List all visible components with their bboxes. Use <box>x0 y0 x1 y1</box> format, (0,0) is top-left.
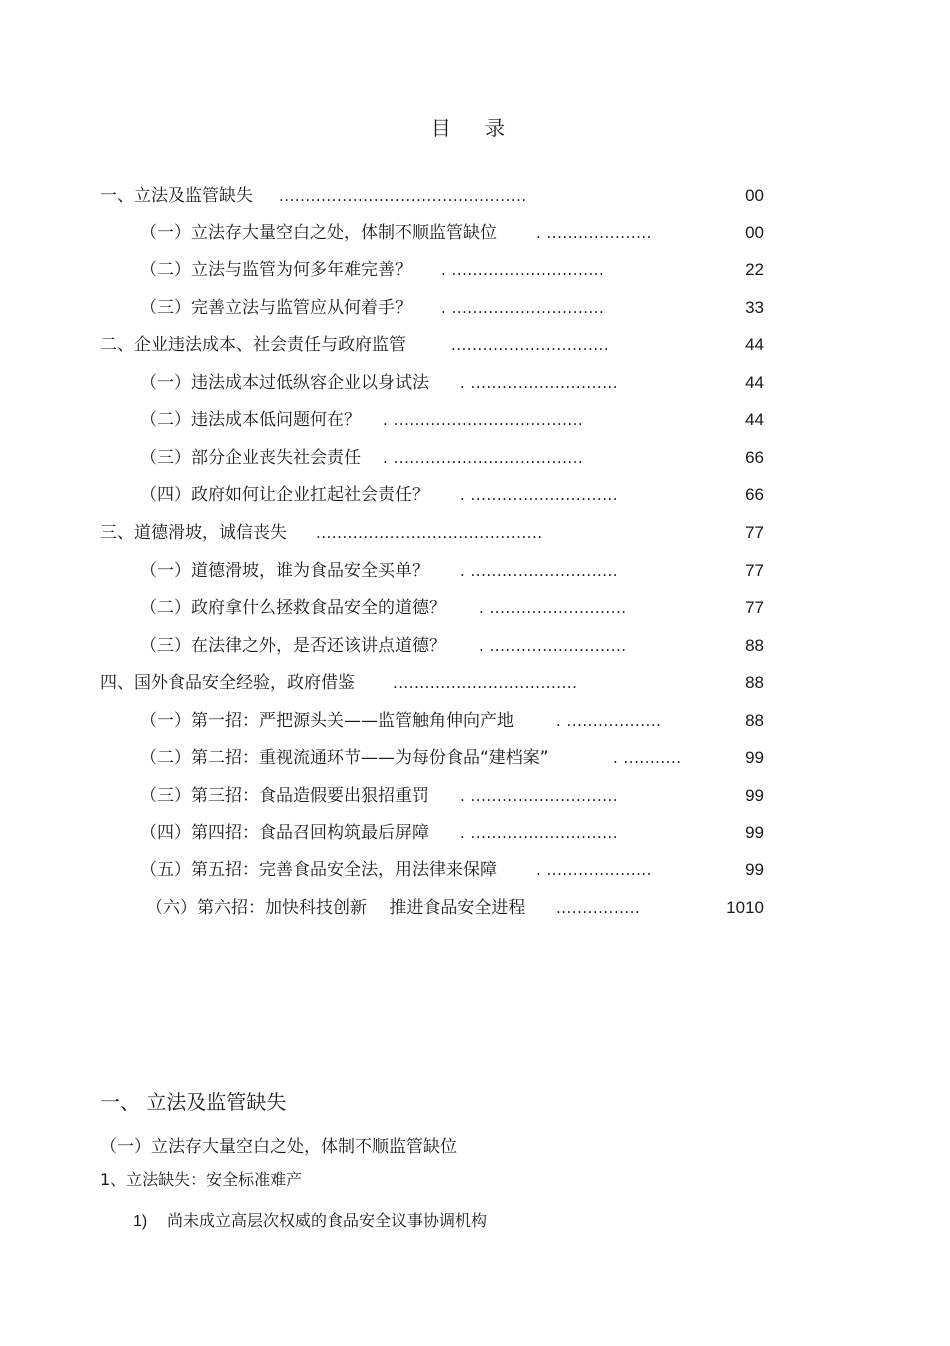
toc-entry-label: （四）政府如何让企业扛起社会责任？ <box>140 485 429 505</box>
toc-entry[interactable] <box>0 746 950 770</box>
toc-entry-page-number: 88 <box>745 673 764 692</box>
toc-entry-leader: . .................. <box>556 712 662 730</box>
toc-entry-page-number: 33 <box>745 298 764 317</box>
toc-entry-page-number: 00 <box>745 186 764 205</box>
toc-entry[interactable] <box>0 671 950 695</box>
toc-entry-page-number: 44 <box>745 410 764 429</box>
toc-entry-leader: . ............................ <box>460 486 619 504</box>
toc-entry[interactable] <box>0 596 950 620</box>
toc-entry-label: （三）完善立法与监管应从何着手？ <box>140 298 412 318</box>
toc-entry-page-number: 77 <box>745 523 764 542</box>
toc-entry-leader: . .................... <box>536 861 652 879</box>
toc-entry-label: （一）违法成本过低纵容企业以身试法 <box>140 373 429 393</box>
toc-entry[interactable] <box>0 333 950 357</box>
toc-entry-label: （三）部分企业丧失社会责任 <box>140 448 361 468</box>
toc-entry-page-number: 99 <box>745 786 764 805</box>
toc-entry[interactable] <box>0 709 950 733</box>
toc-entry[interactable] <box>0 784 950 808</box>
toc-entry-leader: . ............................ <box>460 824 619 842</box>
toc-entry-label: （三）第三招：食品造假要出狠招重罚 <box>140 786 429 806</box>
toc-entry-page-number: 99 <box>745 823 764 842</box>
toc-entry-leader: ............................................... <box>279 187 527 205</box>
toc-entry[interactable] <box>0 258 950 282</box>
toc-entry-leader: . ........... <box>613 749 682 767</box>
toc-entry[interactable] <box>0 483 950 507</box>
toc-entry-leader: ................................... <box>393 674 578 692</box>
list-item-number: 1) <box>133 1213 148 1230</box>
toc-entry[interactable] <box>0 858 950 882</box>
toc-entry-leader: . .................................... <box>383 411 584 429</box>
toc-title: 目 录 <box>430 116 520 140</box>
toc-entry-page-number: 1010 <box>726 898 764 917</box>
toc-entry-label: （五）第五招：完善食品安全法，用法律来保障 <box>140 860 497 880</box>
toc-entry-page-number: 66 <box>745 448 764 467</box>
toc-entry-label: （二）政府拿什么拯救食品安全的道德？ <box>140 598 446 618</box>
toc-entry-label: （一）第一招：严把源头关——监管触角伸向产地 <box>140 711 514 731</box>
list-item <box>133 1208 487 1231</box>
toc-entry-leader: . ............................ <box>460 562 619 580</box>
toc-entry-leader: . .......................... <box>479 637 627 655</box>
toc-entry[interactable] <box>0 446 950 470</box>
toc-entry-page-number: 22 <box>745 260 764 279</box>
toc-entry-label: 一、立法及监管缺失 <box>100 186 253 206</box>
toc-entry-leader: . ............................. <box>441 299 605 317</box>
toc-entry[interactable] <box>0 296 950 320</box>
toc-entry[interactable] <box>0 371 950 395</box>
toc-entry-leader: . .................................... <box>383 449 584 467</box>
list-item-text: 尚未成立高层次权威的食品安全议事协调机构 <box>167 1211 488 1230</box>
toc-entry-page-number: 44 <box>745 373 764 392</box>
toc-entry-leader: ........................................... <box>316 524 543 542</box>
toc-entry-label: （一）道德滑坡，谁为食品安全买单？ <box>140 561 429 581</box>
numbered-heading: 1、立法缺失：安全标准难产 <box>100 1170 303 1189</box>
toc-entry[interactable] <box>0 634 950 658</box>
toc-entry-label: （三）在法律之外，是否还该讲点道德？ <box>140 636 446 656</box>
toc-entry-label: 三、道德滑坡，诚信丧失 <box>100 523 287 543</box>
toc-entry-page-number: 99 <box>745 748 764 767</box>
subsection-heading: （一）立法存大量空白之处，体制不顺监管缺位 <box>100 1137 457 1157</box>
toc-entry-label: （二）违法成本低问题何在？ <box>140 410 361 430</box>
toc-entry[interactable] <box>0 521 950 545</box>
toc-entry-page-number: 77 <box>745 598 764 617</box>
toc-entry-label: （四）第四招：食品召回构筑最后屏障 <box>140 823 429 843</box>
toc-entry-leader: . ............................ <box>460 374 619 392</box>
toc-entry[interactable] <box>0 821 950 845</box>
toc-entry[interactable] <box>0 408 950 432</box>
toc-entry-leader: . ............................ <box>460 787 619 805</box>
toc-entry-page-number: 44 <box>745 335 764 354</box>
toc-entry-leader: ................ <box>556 899 641 917</box>
toc-entry[interactable] <box>0 896 950 920</box>
toc-entry-leader: .............................. <box>451 336 610 354</box>
section-heading: 一、 立法及监管缺失 <box>100 1090 287 1114</box>
toc-entry-label: 四、国外食品安全经验，政府借鉴 <box>100 673 355 693</box>
toc-entry-page-number: 00 <box>745 223 764 242</box>
toc-entry-page-number: 77 <box>745 561 764 580</box>
toc-entry-label: 二、企业违法成本、社会责任与政府监管 <box>100 335 406 355</box>
toc-entry-leader: . .......................... <box>479 599 627 617</box>
toc-entry-page-number: 99 <box>745 860 764 879</box>
toc-entry[interactable] <box>0 221 950 245</box>
toc-entry-label: （一）立法存大量空白之处，体制不顺监管缺位 <box>140 223 497 243</box>
toc-entry-page-number: 88 <box>745 636 764 655</box>
toc-entry-page-number: 66 <box>745 485 764 504</box>
toc-entry-leader: . .................... <box>536 224 652 242</box>
toc-entry[interactable] <box>0 184 950 208</box>
toc-entry-label: （六）第六招：加快科技创新 推进食品安全进程 <box>146 898 526 918</box>
toc-entry[interactable] <box>0 559 950 583</box>
toc-entry-leader: . ............................. <box>441 261 605 279</box>
toc-entry-page-number: 88 <box>745 711 764 730</box>
toc-entry-label: （二）第二招：重视流通环节——为每份食品“建档案” <box>140 748 549 768</box>
toc-entry-label: （二）立法与监管为何多年难完善？ <box>140 260 412 280</box>
